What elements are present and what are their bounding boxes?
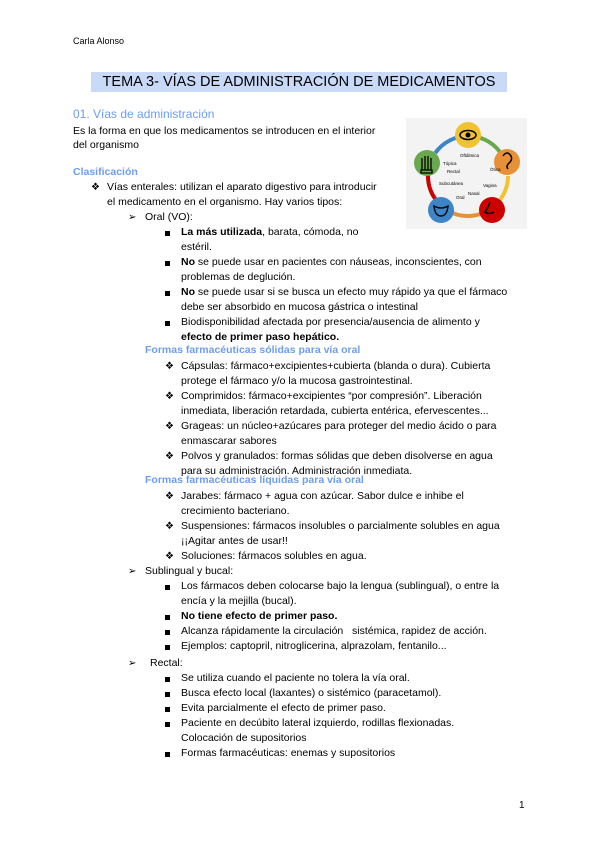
tongue-icon-bg <box>428 197 454 223</box>
wheel-label-otica: Ótica <box>490 167 501 172</box>
diamond-bullet-icon: ❖ <box>91 182 100 193</box>
oral-bullet-1-cont: estéril. <box>181 241 212 253</box>
square-bullet-icon <box>165 321 170 326</box>
wheel-label-nasal: Nasal <box>468 191 480 196</box>
rectal-bullet: Evita parcialmente el efecto de primer paso. <box>181 702 386 714</box>
square-bullet-icon <box>165 231 170 236</box>
square-bullet-icon <box>165 677 170 682</box>
intro-line: del organismo <box>73 139 139 151</box>
oral-bullet-1 <box>181 225 358 240</box>
clasificacion-heading: Clasificación <box>73 166 138 178</box>
author-name: Carla Alonso <box>73 36 125 46</box>
oral-bullet-3-cont: debe ser absorbido en mucosa gástrica o intestinal <box>181 301 418 313</box>
rectal-bullet: Se utiliza cuando el paciente no tolera la vía oral. <box>181 672 410 684</box>
liquidas-item: Jarabes: fármaco + agua con azúcar. Sabor dulce e inhibe el <box>181 490 464 502</box>
solidas-item: Comprimidos: fármaco+excipientes “por compresión”. Liberación <box>181 390 482 402</box>
square-bullet-icon <box>165 722 170 727</box>
oral-bullet-3 <box>181 285 507 300</box>
arrow-bullet-icon: ➢ <box>128 658 137 669</box>
arrow-bullet-icon: ➢ <box>128 212 137 223</box>
oral-bullet-2-cont: problemas de deglución. <box>181 271 296 283</box>
sublingual-bullet: Alcanza rápidamente la circulación sistémica, rapidez de acción. <box>181 625 487 637</box>
rectal-heading: Rectal: <box>150 657 183 669</box>
arrow-bullet-icon: ➢ <box>128 566 137 577</box>
wheel-label-vagina: Vagina <box>483 183 497 188</box>
square-bullet-icon <box>165 291 170 296</box>
sublingual-bullet: Ejemplos: captopril, nitroglicerina, alprazolam, fentanilo... <box>181 640 447 652</box>
hand-icon-bg <box>414 150 440 176</box>
square-bullet-icon <box>165 707 170 712</box>
diamond-bullet-icon: ❖ <box>165 491 174 502</box>
routes-wheel-image <box>406 118 527 229</box>
solidas-item: Grageas: un núcleo+azúcares para proteger del medio ácido o para <box>181 420 497 432</box>
intro-paragraph <box>73 124 403 152</box>
wheel-label-oftalmica: Oftálmica <box>460 153 480 158</box>
liquidas-item: Suspensiones: fármacos insolubles o parcialmente solubles en agua <box>181 520 500 532</box>
sublingual-bullet: Los fármacos deben colocarse bajo la lengua (sublingual), o entre la <box>181 580 500 592</box>
square-bullet-icon <box>165 615 170 620</box>
solidas-item-cont: enmascarar sabores <box>181 435 277 447</box>
square-bullet-icon <box>165 692 170 697</box>
diamond-bullet-icon: ❖ <box>165 551 174 562</box>
solidas-item-cont: protege el fármaco y/o la mucosa gastrointestinal. <box>181 375 413 387</box>
solidas-heading: Formas farmacéuticas sólidas para vía oral <box>145 344 361 356</box>
wheel-label-subcutanea: Subcutánea <box>439 181 464 186</box>
solidas-item: Cápsulas: fármaco+excipientes+cubierta (blanda o dura). Cubierta <box>181 360 491 372</box>
oral-bullet-2-text: se puede usar en pacientes con náuseas, inconscientes, con <box>195 256 482 268</box>
oral-bullet-3-bold: No <box>181 286 195 298</box>
wheel-label-topica: Tópica <box>443 161 457 166</box>
page-number: 1 <box>519 800 525 811</box>
oral-bullet-4: Biodisponibilidad afectada por presencia/ausencia de alimento y <box>181 316 480 328</box>
liquidas-item-cont: ¡¡Agitar antes de usar!! <box>181 535 288 547</box>
diamond-bullet-icon: ❖ <box>165 391 174 402</box>
liquidas-item: Soluciones: fármacos solubles en agua. <box>181 550 367 562</box>
oral-bullet-2 <box>181 255 526 270</box>
oral-bullet-1-text: , barata, cómoda, no <box>262 226 359 238</box>
rectal-bullet: Busca efecto local (laxantes) o sistémico (paracetamol). <box>181 687 442 699</box>
enterales-line: Vías enterales: utilizan el aparato digestivo para introducir <box>107 181 377 193</box>
square-bullet-icon <box>165 261 170 266</box>
rectal-bullet: Paciente en decúbito lateral izquierdo, rodillas flexionadas. <box>181 717 455 729</box>
intro-line: Es la forma en que los medicamentos se introducen en el interior <box>73 125 376 137</box>
diamond-bullet-icon: ❖ <box>165 451 174 462</box>
oral-heading: Oral (VO): <box>145 211 193 223</box>
liquidas-heading: Formas farmacéuticas líquidas para vía oral <box>145 474 364 486</box>
sublingual-bullet: No tiene efecto de primer paso. <box>181 610 338 622</box>
diamond-bullet-icon: ❖ <box>165 421 174 432</box>
sublingual-heading: Sublingual y bucal: <box>145 565 234 577</box>
oral-bullet-3-text: se puede usar si se busca un efecto muy rápido ya que el fármaco <box>195 286 508 298</box>
nose-icon-bg <box>479 197 505 223</box>
diamond-bullet-icon: ❖ <box>165 361 174 372</box>
square-bullet-icon <box>165 752 170 757</box>
eye-pupil <box>466 133 471 138</box>
section-heading: 01. Vías de administración <box>73 107 215 121</box>
square-bullet-icon <box>165 645 170 650</box>
diamond-bullet-icon: ❖ <box>165 521 174 532</box>
sublingual-bullet-cont: encía y la mejilla (bucal). <box>181 595 297 607</box>
solidas-item-cont: para su administración. Administración inmediata. <box>181 465 413 477</box>
page-title: TEMA 3- VÍAS DE ADMINISTRACIÓN DE MEDICAMENTOS <box>91 72 507 92</box>
square-bullet-icon <box>165 585 170 590</box>
rectal-bullet-cont: Colocación de supositorios <box>181 732 307 744</box>
oral-bullet-4-cont: efecto de primer paso hepático. <box>181 331 340 343</box>
square-bullet-icon <box>165 630 170 635</box>
rectal-bullet: Formas farmacéuticas: enemas y supositorios <box>181 747 396 759</box>
solidas-item: Polvos y granulados: formas sólidas que deben disolverse en agua <box>181 450 493 462</box>
wheel-label-oral: Oral <box>456 195 465 200</box>
oral-bullet-1-bold: La más utilizada <box>181 226 263 238</box>
enterales-line: el medicamento en el organismo. Hay varios tipos: <box>107 196 343 208</box>
liquidas-item-cont: crecimiento bacteriano. <box>181 505 290 517</box>
oral-bullet-2-bold: No <box>181 256 195 268</box>
solidas-item-cont: inmediata, liberación retardada, cubierta entérica, efervescentes... <box>181 405 489 417</box>
wheel-label-rectal: Rectal <box>447 169 460 174</box>
